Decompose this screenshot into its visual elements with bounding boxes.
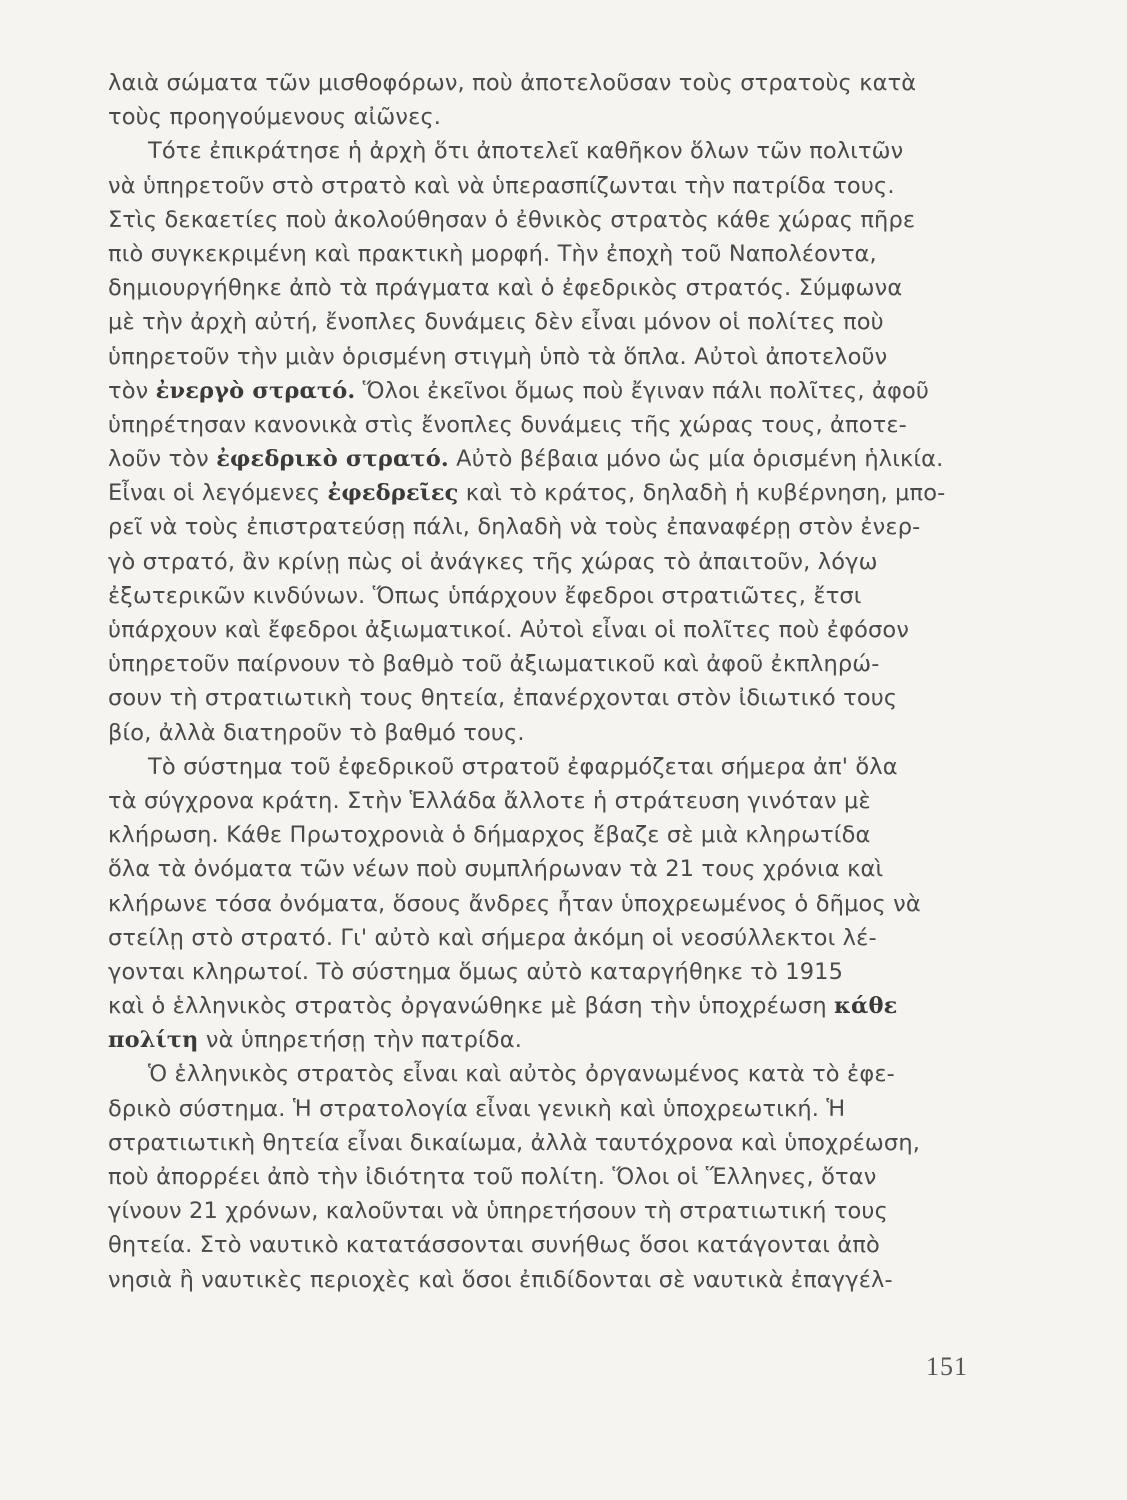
text-segment: τὰ σύγχρονα κράτη. Στὴν Ἑλλάδα ἄλλοτε ἡ στράτευση γινόταν μὲ — [108, 787, 871, 814]
text-segment: Ὅλοι ἐκεῖνοι ὅμως ποὺ ἔγιναν πάλι πολῖτες, ἀφοῦ — [355, 377, 930, 404]
text-line — [108, 852, 968, 886]
text-line — [108, 408, 968, 442]
text-line — [108, 545, 968, 579]
text-line — [108, 66, 968, 100]
text-segment: ρεῖ νὰ τοὺς ἐπιστρατεύσῃ πάλι, δηλαδὴ νὰ τοὺς ἐπαναφέρῃ στὸν ἐνερ- — [108, 514, 921, 541]
text-segment: σουν τὴ στρατιωτικὴ τους θητεία, ἐπανέρχονται στὸν ἰδιωτικό τους — [108, 685, 898, 712]
text-line — [108, 100, 968, 134]
text-segment: βίο, ἀλλὰ διατηροῦν τὸ βαθμό τους. — [108, 719, 525, 746]
text-line — [108, 305, 968, 339]
text-segment: ἐξωτερικῶν κινδύνων. Ὅπως ὑπάρχουν ἔφεδροι στρατιῶτες, ἔτσι — [108, 582, 862, 609]
text-line — [108, 1126, 968, 1160]
bold-term: κάθε — [834, 993, 898, 1020]
text-segment: λοῦν τὸν — [108, 446, 217, 473]
text-segment: Τότε ἐπικράτησε ἡ ἀρχὴ ὅτι ἀποτελεῖ καθῆκον ὅλων τῶν πολιτῶν — [148, 138, 904, 165]
text-line — [108, 750, 968, 784]
text-line — [108, 1160, 968, 1194]
text-segment: θητεία. Στὸ ναυτικὸ κατατάσσονται συνήθως ὅσοι κατάγονται ἀπὸ — [108, 1232, 880, 1259]
text-line — [108, 1194, 968, 1228]
text-line — [108, 1023, 968, 1057]
body-text — [108, 66, 968, 1297]
text-line — [108, 955, 968, 989]
text-line — [108, 271, 968, 305]
text-segment: καὶ τὸ κράτος, δηλαδὴ ἡ κυβέρνηση, μπο- — [458, 480, 946, 507]
text-line — [108, 340, 968, 374]
text-line — [108, 1092, 968, 1126]
text-segment: κλήρωνε τόσα ὀνόματα, ὅσους ἄνδρες ἦταν ὑποχρεωμένος ὁ δῆμος νὰ — [108, 890, 921, 917]
text-line — [108, 613, 968, 647]
text-segment: τοὺς προηγούμενους αἰῶνες. — [108, 104, 442, 131]
text-line — [108, 442, 968, 476]
text-line — [108, 169, 968, 203]
bold-term: ἐφεδρικὸ στρατό. — [216, 446, 449, 473]
text-segment: νὰ ὑπηρετοῦν στὸ στρατὸ καὶ νὰ ὑπερασπίζωνται τὴν πατρίδα τους. — [108, 172, 895, 199]
text-segment: γίνουν 21 χρόνων, καλοῦνται νὰ ὑπηρετήσουν τὴ στρατιωτική τους — [108, 1198, 888, 1225]
text-segment: Ὁ ἑλληνικὸς στρατὸς εἶναι καὶ αὐτὸς ὀργανωμένος κατὰ τὸ ἐφε- — [148, 1061, 895, 1088]
text-line — [108, 510, 968, 544]
text-segment: ὑπηρετοῦν παίρνουν τὸ βαθμὸ τοῦ ἀξιωματικοῦ καὶ ἀφοῦ ἐκπληρώ- — [108, 651, 880, 678]
text-line — [108, 476, 968, 510]
text-line — [108, 374, 968, 408]
text-segment: λαιὰ σώματα τῶν μισθοφόρων, ποὺ ἀποτελοῦσαν τοὺς στρατοὺς κατὰ — [108, 70, 917, 96]
text-segment: Εἶναι οἱ λεγόμενες — [108, 480, 328, 507]
text-line — [108, 647, 968, 681]
text-line — [108, 203, 968, 237]
page-number: 151 — [926, 1352, 968, 1381]
text-line — [108, 887, 968, 921]
text-segment: δημιουργήθηκε ἀπὸ τὰ πράγματα καὶ ὁ ἐφεδρικὸς στρατός. Σύμφωνα — [108, 275, 903, 302]
text-segment: Στὶς δεκαετίες ποὺ ἀκολούθησαν ὁ ἐθνικὸς στρατὸς κάθε χώρας πῆρε — [108, 206, 916, 233]
text-line — [108, 989, 968, 1023]
text-segment: ὑπάρχουν καὶ ἔφεδροι ἀξιωματικοί. Αὐτοὶ εἶναι οἱ πολῖτες ποὺ ἐφόσον — [108, 617, 910, 643]
text-line — [108, 716, 968, 750]
text-segment: Αὐτὸ βέβαια μόνο ὡς μία ὁρισμένη ἡλικία. — [448, 446, 944, 473]
text-segment: κλήρωση. Κάθε Πρωτοχρονιὰ ὁ δήμαρχος ἔβαζε σὲ μιὰ κληρωτίδα — [108, 822, 871, 849]
bold-term: ἐνεργὸ στρατό. — [155, 377, 356, 404]
text-line — [108, 579, 968, 613]
text-segment: νησιὰ ἢ ναυτικὲς περιοχὲς καὶ ὅσοι ἐπιδίδονται σὲ ναυτικὰ ἐπαγγέλ- — [108, 1266, 893, 1293]
text-segment: δρικὸ σύστημα. Ἡ στρατολογία εἶναι γενικὴ καὶ ὑποχρεωτική. Ἡ — [108, 1095, 846, 1122]
text-line — [108, 921, 968, 955]
bold-term: πολίτη — [108, 1027, 199, 1054]
text-segment: τὸν — [108, 377, 156, 404]
bold-term: ἐφεδρεῖες — [327, 480, 459, 507]
text-segment: ὅλα τὰ ὀνόματα τῶν νέων ποὺ συμπλήρωναν τὰ 21 τους χρόνια καὶ — [108, 856, 884, 883]
text-segment: καὶ ὁ ἑλληνικὸς στρατὸς ὀργανώθηκε μὲ βάση τὴν ὑποχρέωση — [108, 993, 835, 1020]
text-line — [108, 1057, 968, 1091]
text-line — [108, 134, 968, 168]
text-line — [108, 818, 968, 852]
text-line — [108, 1228, 968, 1262]
text-line — [108, 784, 968, 818]
text-segment: ὑπηρετοῦν τὴν μιὰν ὁρισμένη στιγμὴ ὑπὸ τὰ ὅπλα. Αὐτοὶ ἀποτελοῦν — [108, 343, 888, 370]
text-line — [108, 1263, 968, 1297]
text-segment: γὸ στρατό, ἂν κρίνῃ πὼς οἱ ἀνάγκες τῆς χώρας τὸ ἀπαιτοῦν, λόγω — [108, 548, 878, 575]
text-segment: νὰ ὑπηρετήσῃ τὴν πατρίδα. — [198, 1027, 522, 1054]
text-segment: μὲ τὴν ἀρχὴ αὐτή, ἔνοπλες δυνάμεις δὲν εἶναι μόνον οἱ πολίτες ποὺ — [108, 309, 884, 336]
text-line — [108, 237, 968, 271]
text-segment: στείλῃ στὸ στρατό. Γι' αὐτὸ καὶ σήμερα ἀκόμη οἱ νεοσύλλεκτοι λέ- — [108, 924, 877, 951]
text-segment: ποὺ ἀπορρέει ἀπὸ τὴν ἰδιότητα τοῦ πολίτη. Ὅλοι οἱ Ἕλληνες, ὅταν — [108, 1164, 877, 1190]
text-segment: γονται κληρωτοί. Τὸ σύστημα ὅμως αὐτὸ καταργήθηκε τὸ 1915 — [108, 958, 844, 985]
text-segment: πιὸ συγκεκριμένη καὶ πρακτικὴ μορφή. Τὴν ἐποχὴ τοῦ Ναπολέοντα, — [108, 240, 877, 267]
text-line — [108, 681, 968, 715]
text-segment: στρατιωτικὴ θητεία εἶναι δικαίωμα, ἀλλὰ ταυτόχρονα καὶ ὑποχρέωση, — [108, 1129, 921, 1156]
text-segment: Τὸ σύστημα τοῦ ἐφεδρικοῦ στρατοῦ ἐφαρμόζεται σήμερα ἀπ' ὅλα — [148, 753, 898, 780]
text-segment: ὑπηρέτησαν κανονικὰ στὶς ἔνοπλες δυνάμεις τῆς χώρας τους, ἀποτε- — [108, 411, 907, 438]
